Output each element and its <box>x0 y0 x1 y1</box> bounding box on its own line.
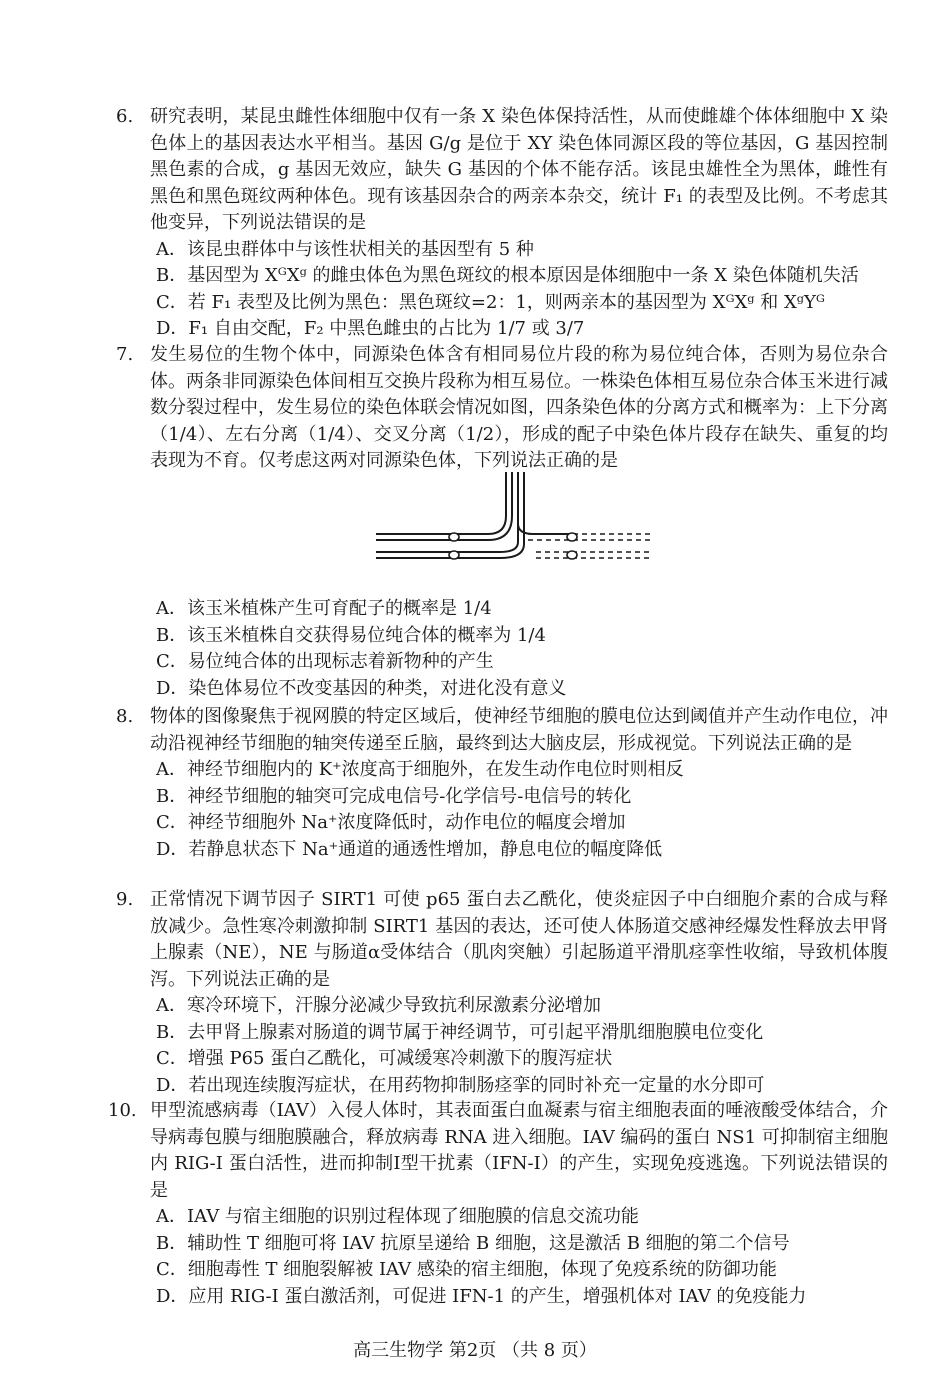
option-list <box>156 237 888 343</box>
option-d: D．若出现连续腹泻症状，在用药物抑制肠痉挛的同时补充一定量的水分即可 <box>156 1074 765 1096</box>
question-stem: 物体的图像聚焦于视网膜的特定区域后，使神经节细胞的膜电位达到阈值并产生动作电位，冲动沿视神经节细胞的轴突传递至丘脑，最终到达大脑皮层，形成视觉。下列说法正确的是 <box>150 706 888 754</box>
question-9 <box>118 887 888 1099</box>
option-d: D．染色体易位不改变基因的种类，对进化没有意义 <box>156 677 567 699</box>
question-number: 6. <box>116 106 134 127</box>
option-b: B．该玉米植株自交获得易位纯合体的概率为 1/4 <box>156 624 546 646</box>
option-c: C．易位纯合体的出现标志着新物种的产生 <box>156 651 494 672</box>
option-d: D．若静息状态下 Na⁺通道的通透性增加，静息电位的幅度降低 <box>156 838 663 860</box>
question-number: 10. <box>108 1100 137 1121</box>
question-stem: 研究表明，某昆虫雌性体细胞中仅有一条 X 染色体保持活性，从而使雌雄个体体细胞中 X 染色体上的基因表达水平相当。基因 G/g 是位于 XY 染色体同源区段的等位基因，G 基因控制黑色素的合成，g 基因无效应，缺失 G 基因的个体不能存活。该昆虫雄性全为黑体，雌性有黑色和黑色斑纹两种体色。现有该基因杂合的两亲本杂交，统计 F₁ 的表型及比例。不考虑其他变异，下列说法错误的是 <box>150 106 888 233</box>
option-c: C．神经节细胞外 Na⁺浓度降低时，动作电位的幅度会增加 <box>156 812 626 833</box>
question-7-options <box>118 596 888 702</box>
question-number: 8. <box>116 706 134 727</box>
option-c: C．细胞毒性 T 细胞裂解被 IAV 感染的宿主细胞，体现了免疫系统的防御功能 <box>156 1259 777 1280</box>
option-c: C．增强 P65 蛋白乙酰化，可减缓寒冷刺激下的腹泻症状 <box>156 1048 613 1069</box>
option-a: A．该玉米植株产生可育配子的概率是 1/4 <box>156 598 492 619</box>
option-a: A．该昆虫群体中与该性状相关的基因型有 5 种 <box>156 238 534 260</box>
option-c: C．若 F₁ 表型及比例为黑色：黑色斑纹=2：1，则两亲本的基因型为 XᴳXᵍ 和 XᵍYᴳ <box>156 291 825 313</box>
chromosome-translocation-diagram <box>376 472 656 572</box>
option-list <box>156 1204 888 1310</box>
question-number: 9. <box>116 889 134 910</box>
option-d: D．应用 RIG-I 蛋白激活剂，可促进 IFN-1 的产生，增强机体对 IAV 的免疫能力 <box>156 1285 807 1307</box>
question-stem: 甲型流感病毒（IAV）入侵人体时，其表面蛋白血凝素与宿主细胞表面的唾液酸受体结合，介导病毒包膜与细胞膜融合，释放病毒 RNA 进入细胞。IAV 编码的蛋白 NS1 可抑制宿主细胞内 RIG-I 蛋白活性，进而抑制I型干扰素（IFN-I）的产生，实现免疫逃逸。下列说法错误的是 <box>150 1100 888 1201</box>
option-list <box>156 596 888 702</box>
question-8 <box>118 704 888 863</box>
option-a: A．寒冷环境下，汗腺分泌减少导致抗利尿激素分泌增加 <box>156 995 601 1016</box>
option-list <box>156 993 888 1099</box>
question-stem: 发生易位的生物个体中，同源染色体含有相同易位片段的称为易位纯合体，否则为易位杂合体。两条非同源染色体间相互交换片段称为相互易位。一株染色体相互易位杂合体玉米进行减数分裂过程中，发生易位的染色体联会情况如图，四条染色体的分离方式和概率为：上下分离（1/4）、左右分离（1/4）、交叉分离（1/2），形成的配子中染色体片段存在缺失、重复的均表现为不育。仅考虑这两对同源染色体，下列说法正确的是 <box>150 344 888 471</box>
option-b: B．辅助性 T 细胞可将 IAV 抗原呈递给 B 细胞，这是激活 B 细胞的第二个信号 <box>156 1232 790 1254</box>
option-a: A．神经节细胞内的 K⁺浓度高于细胞外，在发生动作电位时则相反 <box>156 759 684 780</box>
page-footer: 高三生物学 第2页 （共 8 页） <box>353 1340 597 1361</box>
question-6 <box>118 104 888 343</box>
option-b: B．神经节细胞的轴突可完成电信号-化学信号-电信号的转化 <box>156 785 632 807</box>
option-b: B．基因型为 XᴳXᵍ 的雌虫体色为黑色斑纹的根本原因是体细胞中一条 X 染色体随机失活 <box>156 265 859 286</box>
question-7 <box>118 342 888 475</box>
option-d: D．F₁ 自由交配，F₂ 中黑色雌虫的占比为 1/7 或 3/7 <box>156 318 585 339</box>
question-stem: 正常情况下调节因子 SIRT1 可使 p65 蛋白去乙酰化，使炎症因子中白细胞介素的合成与释放减少。急性寒冷刺激抑制 SIRT1 基因的表达，还可使人体肠道交感神经爆发性释放去甲肾上腺素（NE），NE 与肠道α受体结合（肌肉突触）引起肠道平滑肌痉挛性收缩，导致机体腹泻。下列说法正确的是 <box>150 889 888 990</box>
question-number: 7. <box>116 344 134 365</box>
option-list <box>156 757 888 863</box>
option-a: A．IAV 与宿主细胞的识别过程体现了细胞膜的信息交流功能 <box>156 1206 639 1227</box>
question-10 <box>108 1098 888 1310</box>
option-b: B．去甲肾上腺素对肠道的调节属于神经调节，可引起平滑肌细胞膜电位变化 <box>156 1021 764 1043</box>
